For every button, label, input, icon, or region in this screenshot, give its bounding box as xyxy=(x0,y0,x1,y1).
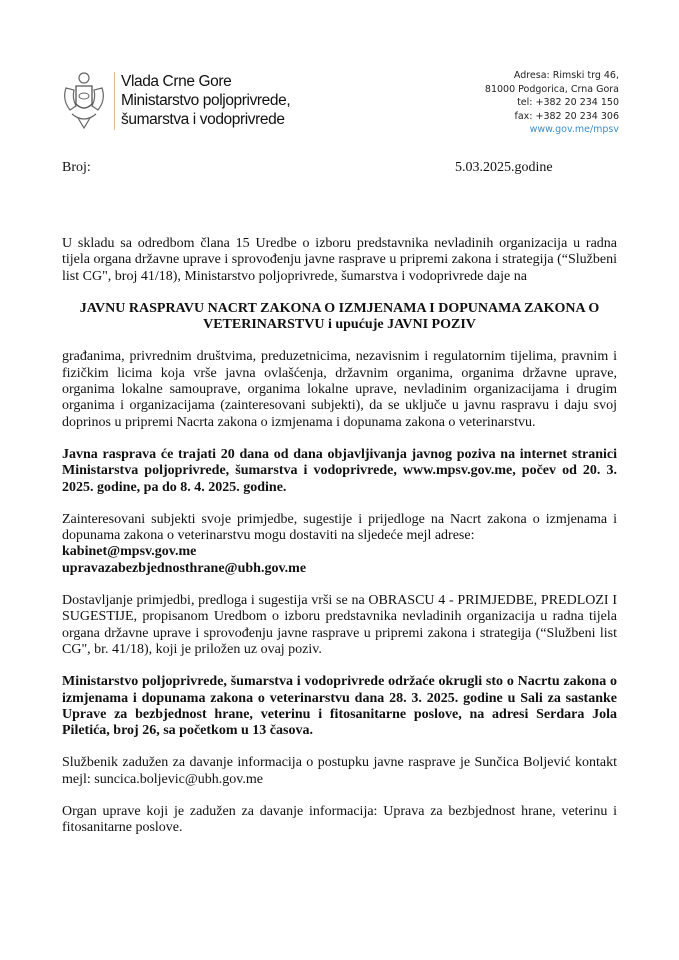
coat-of-arms-icon xyxy=(60,70,108,130)
document-heading: JAVNU RASPRAVU NACRT ZAKONA O IZMJENAMA I DOPUNAMA ZAKONA O VETERINARSTVU i upućuje JAVNI POZIV xyxy=(79,300,600,333)
intro-paragraph: U skladu sa odredbom člana 15 Uredbe o izboru predstavnika nevladinih organizacija u radna tijela organa državne uprave i sprovođenju javne rasprave u pripremi zakona i strategija (“Službeni list CG", broj 41/18), Ministarstvo poljoprivrede, šumarstva i vodoprivrede daje na xyxy=(62,236,617,284)
document-body xyxy=(62,236,617,853)
phone: tel: +382 20 234 150 xyxy=(517,97,619,108)
document-date: 5.03.2025.godine xyxy=(455,160,553,175)
ministry-line-2: šumarstva i vodoprivrede xyxy=(121,111,285,128)
contact-block xyxy=(485,69,619,137)
website-link[interactable]: www.gov.me/mpsv xyxy=(529,124,619,135)
email-uprava[interactable]: upravazabezbjednosthrane@ubh.gov.me xyxy=(62,560,307,576)
contact-official-paragraph: Službenik zadužen za davanje informacija o postupku javne rasprave je Sunčica Boljević kontakt mejl: suncica.boljevic@ubh.gov.me xyxy=(62,755,617,787)
reference-number-label: Broj: xyxy=(62,160,91,175)
authority-paragraph: Organ uprave koji je zadužen za davanje informacija: Uprava za bezbjednost hrane, veterinu i fitosanitarne poslove. xyxy=(62,804,617,836)
ministry-name xyxy=(121,72,290,129)
duration-paragraph: Javna rasprava će trajati 20 dana od dana objavljivanja javnog poziva na internet stranici Ministarstva poljoprivrede, šumarstva i vodoprivrede, www.mpsv.gov.me, počev od 20. 3. 2025. godine, pa do 8. 4. 2025. godine. xyxy=(62,446,617,495)
header-divider xyxy=(114,72,115,130)
submission-paragraph: Zainteresovani subjekti svoje primjedbe, sugestije i prijedloge na Nacrt zakona o izmjenama i dopunama zakona o veterinarstvu mogu dostaviti na sljedeće mejl adrese: xyxy=(62,511,617,544)
fax: fax: +382 20 234 306 xyxy=(514,110,619,122)
addressees-paragraph: građanima, privrednim društvima, preduzetnicima, nezavisnim i regulatornim tijelima, pravnim i fizičkim licima koja vrše javna ovlašćenja, državnim organima, organima državne uprave, organima lokalne samouprave, organima lokalne uprave, nevladinim organizacijama i drugim organima i organizacijama (zainteresovani subjekti), da se uključe u javnu raspravu i daju svoj doprinos u pripremi Nacrta zakona o izmjenama i dopunama zakona o veterinarstvu. xyxy=(62,349,617,430)
round-table-paragraph: Ministarstvo poljoprivrede, šumarstva i vodoprivrede održaće okrugli sto o Nacrtu zakona o izmjenama i dopunama zakona o veterinarstvu dana 28. 3. 2025. godine u Sali za sastanke Uprave za bezbjednost hrane, veterinu i fitosanitarne poslove, na adresi Serdara Jola Piletića, broj 26, sa početkom u 13 časova. xyxy=(62,674,617,739)
email-kabinet[interactable]: kabinet@mpsv.gov.me xyxy=(62,544,197,560)
address: Adresa: Rimski trg 46, xyxy=(513,70,619,81)
form-paragraph: Dostavljanje primjedbi, predloga i sugestija vrši se na OBRASCU 4 - PRIMJEDBE, PREDLOZI I SUGESTIJE, propisanom Uredbom o izboru predstavnika nevladinih organizacija u radna tijela organa državne uprave i sprovođenju javne rasprave u pripremi zakona i strategija (“Službeni list CG", br. 41/18), koji je priložen uz ovaj poziv. xyxy=(62,593,617,657)
ministry-line-1: Ministarstvo poljoprivrede, xyxy=(121,92,291,109)
city: 81000 Podgorica, Crna Gora xyxy=(484,83,619,95)
government-name: Vlada Crne Gore xyxy=(121,73,232,90)
